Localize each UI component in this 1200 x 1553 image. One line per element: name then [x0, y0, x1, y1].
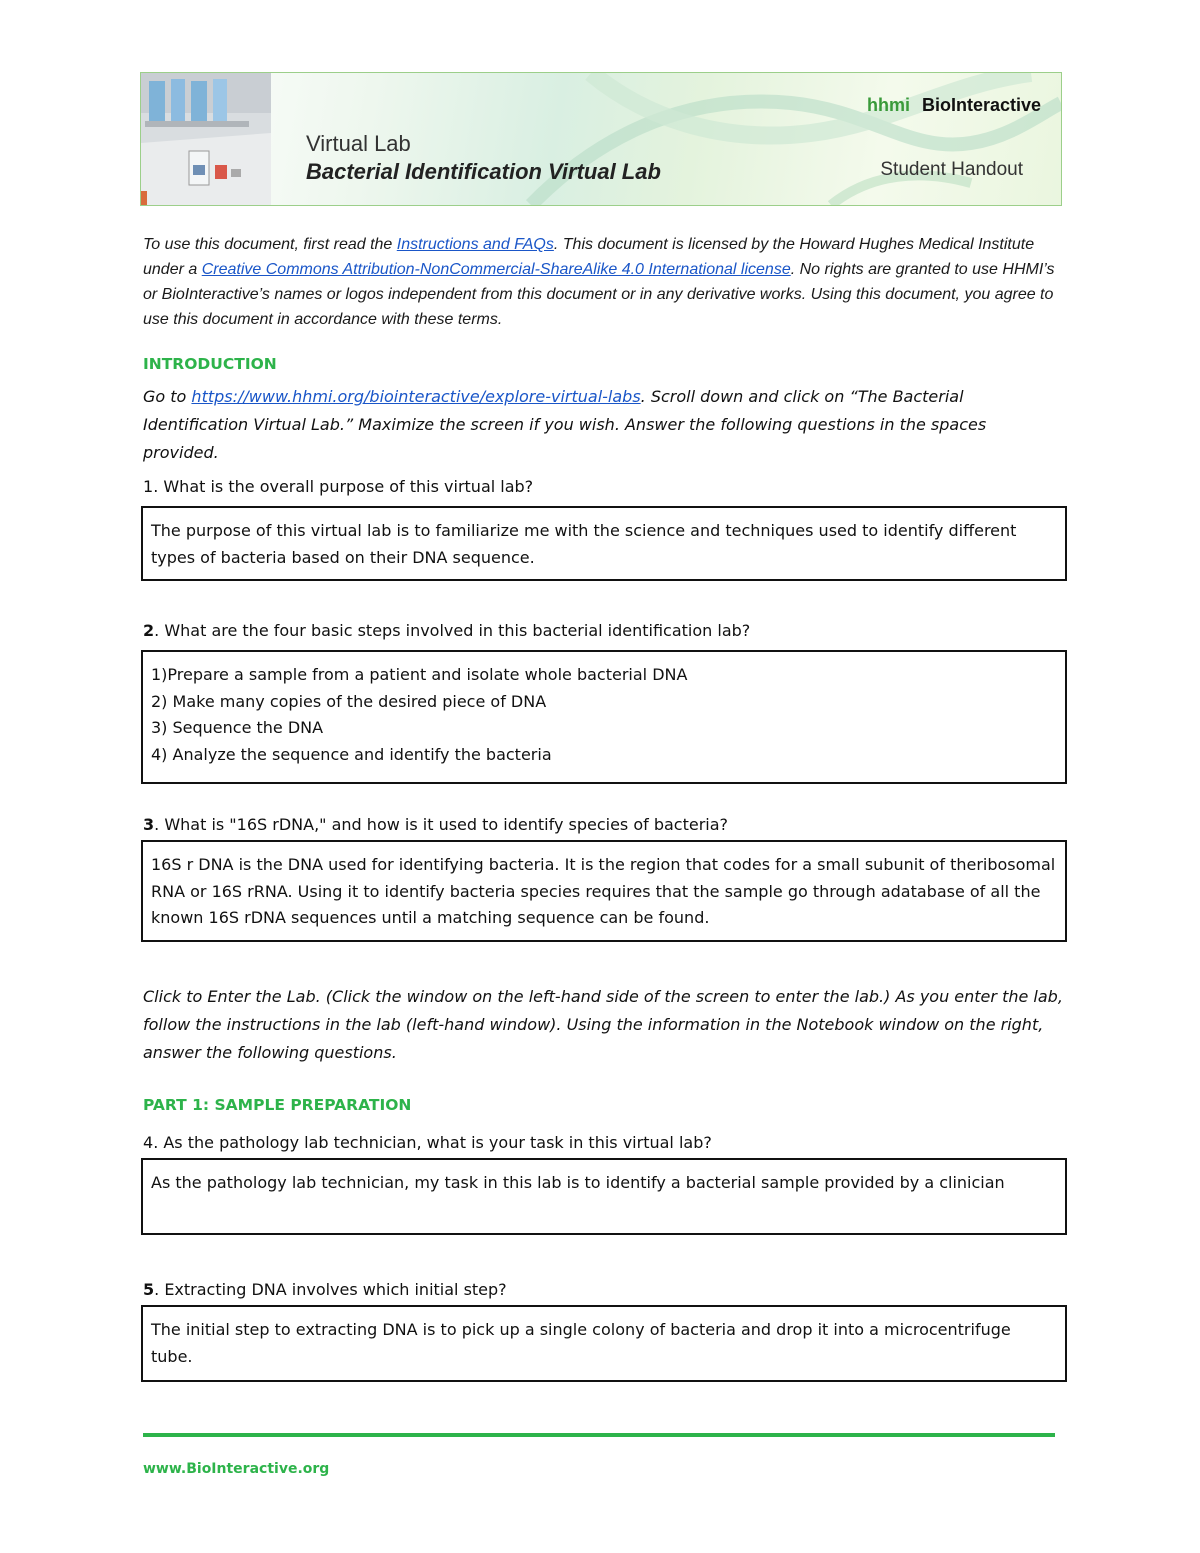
brand-logo: [867, 95, 1041, 116]
instructions-faqs-link[interactable]: Instructions and FAQs: [396, 236, 554, 253]
license-paragraph: [143, 232, 1063, 332]
license-text-2: . This document is licensed by the Howard Hughes Medical Institute under a: [143, 236, 1035, 278]
intro-text-1: Go to: [143, 387, 192, 406]
question-text: . Extracting DNA involves which initial step?: [154, 1280, 507, 1299]
license-text-3: . No rights are granted to use HHMI’s or BioInteractive’s names or logos independent from this document or in any derivative works. Using this document, you agree to use this document in accordance with these terms.: [143, 261, 1055, 328]
step-2: 2) Make many copies of the desired piece of DNA: [151, 691, 547, 711]
banner-subtitle: Virtual Lab: [306, 131, 411, 156]
question-4: [143, 1133, 1063, 1152]
handout-label: Student Handout: [880, 159, 1023, 180]
question-text: . What are the four basic steps involved in this bacterial identification lab?: [154, 621, 751, 640]
lab-bench-image: [141, 73, 271, 205]
step-1: 1)Prepare a sample from a patient and isolate whole bacterial DNA: [151, 665, 688, 684]
footer-url[interactable]: www.BioInteractive.org: [143, 1461, 330, 1477]
header-banner: [140, 72, 1062, 206]
question-text: . As the pathology lab technician, what is your task in this virtual lab?: [153, 1133, 712, 1152]
question-number: 1: [143, 477, 154, 496]
answer-box-4[interactable]: As the pathology lab technician, my task in this lab is to identify a bacterial sample provided by a clinician: [141, 1158, 1067, 1235]
answer-box-2[interactable]: [141, 650, 1067, 784]
answer-box-1[interactable]: The purpose of this virtual lab is to familiarize me with the science and techniques used to identify different types of bacteria based on their DNA sequence.: [141, 506, 1067, 581]
license-text-1: To use this document, first read the: [143, 236, 397, 253]
question-3: [143, 815, 1063, 834]
virtual-labs-link[interactable]: https://www.hhmi.org/biointeractive/explore-virtual-labs: [191, 387, 641, 406]
cc-license-link[interactable]: Creative Commons Attribution-NonCommercial-ShareAlike 4.0 International license: [201, 261, 791, 278]
enter-lab-paragraph: Click to Enter the Lab. (Click the window on the left-hand side of the screen to enter the lab.) As you enter the lab, follow the instructions in the lab (left-hand window). Using the information in the Notebook window on the right, answer the following questions.: [143, 987, 1063, 1062]
part1-heading: PART 1: SAMPLE PREPARATION: [143, 1096, 412, 1114]
intro-paragraph: [143, 383, 1063, 467]
step-3: 3) Sequence the DNA: [151, 718, 324, 737]
brand-hhmi: hhmi: [866, 95, 910, 115]
question-number: 2: [143, 621, 155, 640]
question-text: . What is "16S rDNA," and how is it used to identify species of bacteria?: [154, 815, 729, 834]
question-5: [143, 1280, 1063, 1299]
question-number: 5: [143, 1280, 155, 1299]
banner-title: Bacterial Identification Virtual Lab: [306, 159, 661, 184]
question-1: [143, 477, 1063, 496]
intro-heading: INTRODUCTION: [143, 355, 277, 373]
step-4: 4) Analyze the sequence and identify the bacteria: [151, 744, 552, 764]
question-number: 4: [143, 1133, 154, 1152]
question-2: [143, 621, 1063, 640]
brand-biointeractive: BioInteractive: [921, 95, 1041, 115]
intro-text-2: . Scroll down and click on “The Bacterial Identification Virtual Lab.” Maximize the screen if you wish. Answer the following questions in the spaces provided.: [143, 387, 987, 462]
question-text: . What is the overall purpose of this virtual lab?: [153, 477, 534, 496]
question-number: 3: [143, 815, 155, 834]
footer-divider: [143, 1433, 1055, 1437]
answer-box-5[interactable]: The initial step to extracting DNA is to pick up a single colony of bacteria and drop it into a microcentrifuge tube.: [141, 1305, 1067, 1382]
answer-box-3[interactable]: 16S r DNA is the DNA used for identifying bacteria. It is the region that codes for a small subunit of theribosomal RNA or 16S rRNA. Using it to identify bacteria species requires that the sample go through adatabase of all the known 16S rDNA sequences until a matching sequence can be found.: [141, 840, 1067, 942]
